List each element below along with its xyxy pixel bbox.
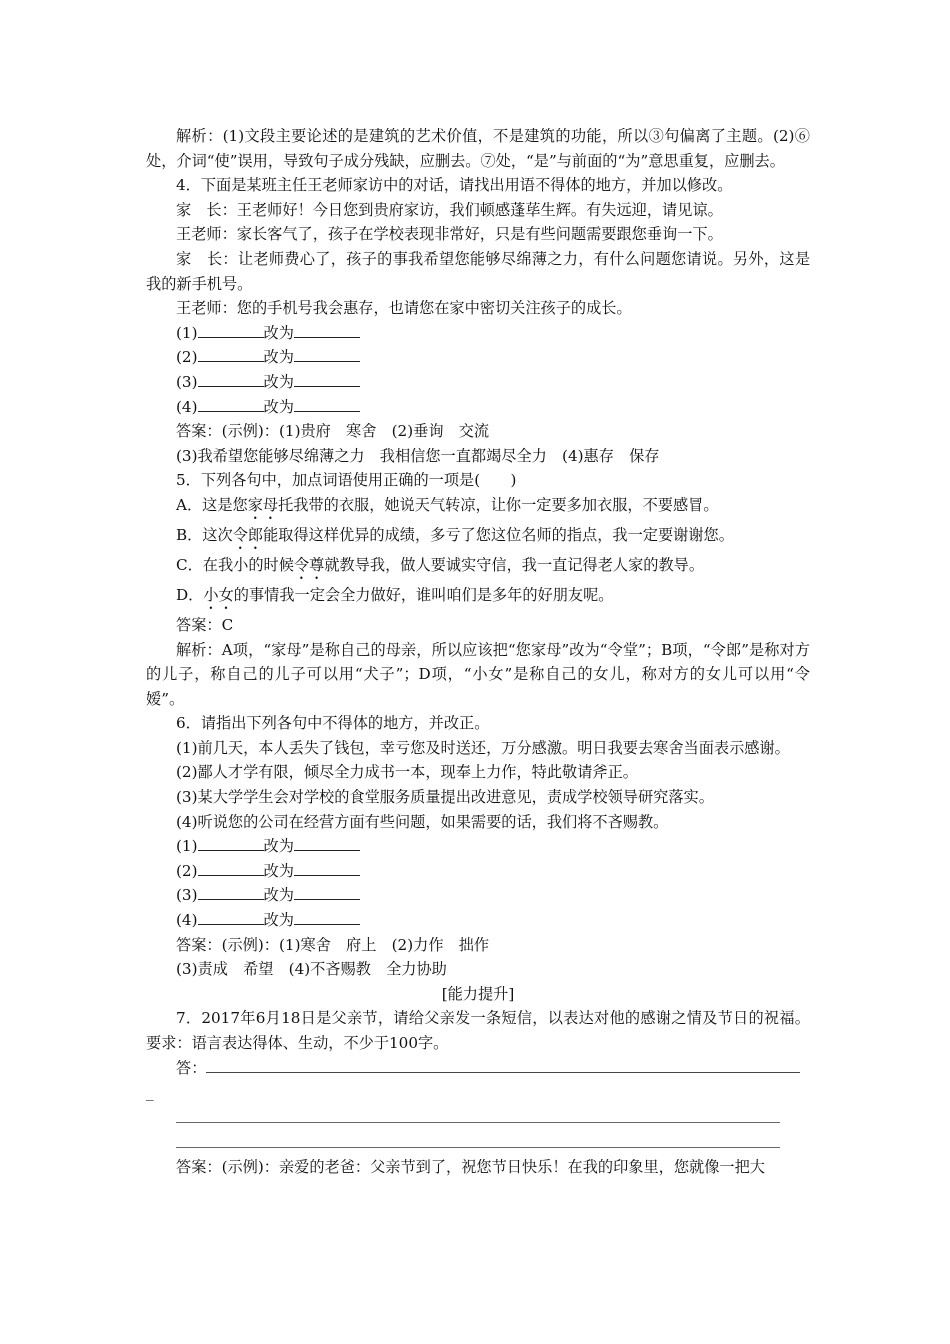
fill-blank[interactable] [198,395,264,412]
change-word: 改为 [263,323,294,342]
section-title: [能力提升] [441,984,515,1003]
q4-dialog-4: 王老师：您的手机号我会惠存，也请您在家中密切关注孩子的成长。 [176,299,632,318]
blank-number: (4) [176,911,198,930]
q4-dialog-1: 家 长：王老师好！今日您到贵府家访，我们顿感蓬荜生辉。有失远迎，请见谅。 [176,200,723,219]
fill-blank[interactable] [198,883,264,900]
blank-number: (3) [176,372,198,391]
q5-analysis: 解析：A项，“家母”是称自己的母亲，所以应该把“您家母”改为“令堂”；B项，“令郎”是称对方的儿子，称自己的儿子可以用“犬子”；D项，“小女”是称自己的女儿，称对方的女儿可以用“令嫒”。 [146,640,810,708]
change-word: 改为 [263,397,294,416]
q4-blank-row [146,370,810,395]
q4-stem: 4．下面是某班主任王老师家访中的对话，请找出用语不得体的地方，并加以修改。 [176,176,733,195]
dotted-word: 小女 [203,585,234,604]
blank-number: (3) [176,886,198,905]
change-word: 改为 [263,837,294,856]
fill-blank[interactable] [198,859,264,876]
fill-blank[interactable] [198,908,264,925]
q4-answer-1: 答案：(示例)：(1)贵府 寒舍 (2)垂询 交流 [176,422,490,441]
blank-number: (2) [176,861,198,880]
q7-stem: 7．2017年6月18日是父亲节，请给父亲发一条短信，以表达对他的感谢之情及节日的祝福。要求：语言表达得体、生动，不少于100字。 [146,1009,810,1052]
fill-blank[interactable] [294,321,360,338]
q6-answer-2: (3)责成 希望 (4)不吝赐教 全力协助 [176,960,447,979]
q6-blank-row [146,834,810,859]
fill-blank[interactable] [198,370,264,387]
q6-item-4: (4)听说您的公司在经营方面有些问题，如果需要的话，我们将不吝赐教。 [176,812,669,831]
fill-blank[interactable] [294,859,360,876]
q5-option-d: D．小女的事情我一定会全力做好，谁叫咱们是多年的好朋友呢。 [176,585,614,604]
line-dash: _ [146,1083,154,1102]
fill-blank[interactable] [294,834,360,851]
q7-answer: 答案：(示例)：亲爱的老爸：父亲节到了，祝您节日快乐！在我的印象里，您就像一把大 [176,1157,765,1176]
blank-number: (1) [176,837,198,856]
q6-answer-1: 答案：(示例)：(1)寒舍 府上 (2)力作 拙作 [176,935,490,954]
q5-option-c: C．在我小的时候令尊就教导我，做人要诚实守信，我一直记得老人家的教导。 [176,555,704,574]
dotted-word: 令郎 [232,525,264,544]
q6-blank-row [146,908,810,933]
answer-label: 答： [176,1058,207,1077]
answer-line[interactable] [206,1056,800,1073]
blank-number: (1) [176,323,198,342]
q6-item-1: (1)前几天，本人丢失了钱包，幸亏您及时送还，万分感激。明日我要去寒舍当面表示感谢。 [176,738,790,757]
change-word: 改为 [263,372,294,391]
fill-blank[interactable] [198,345,264,362]
q4-blank-row [146,321,810,346]
q5-stem: 5．下列各句中，加点词语使用正确的一项是( ) [176,471,517,490]
fill-blank[interactable] [198,321,264,338]
q5-answer: 答案：C [176,615,234,634]
change-word: 改为 [263,861,294,880]
blank-number: (4) [176,397,198,416]
analysis-q3: 解析：(1)文段主要论述的是建筑的艺术价值，不是建筑的功能，所以③句偏离了主题。(2)⑥处，介词“使”误用，导致句子成分残缺，应删去。⑦处，“是”与前面的“为”意思重复，应删去。 [146,127,810,170]
q4-dialog-3: 家 长：让老师费心了，孩子的事我希望您能够尽绵薄之力，有什么问题您请说。另外，这是我的新手机号。 [146,249,810,293]
answer-line[interactable] [176,1105,780,1123]
q4-blank-row [146,345,810,370]
blank-number: (2) [176,348,198,367]
fill-blank[interactable] [294,908,360,925]
q6-item-2: (2)鄙人才学有限，倾尽全力成书一本，现奉上力作，特此敬请斧正。 [176,763,638,782]
fill-blank[interactable] [198,834,264,851]
document-page [146,124,810,1179]
change-word: 改为 [263,348,294,367]
q6-blank-row [146,883,810,908]
change-word: 改为 [263,911,294,930]
q5-option-a: A．这是您家母托我带的衣服，她说天气转凉，让你一定要多加衣服，不要感冒。 [176,495,719,514]
fill-blank[interactable] [294,345,360,362]
q6-item-3: (3)某大学学生会对学校的食堂服务质量提出改进意见，责成学校领导研究落实。 [176,788,714,807]
q4-blank-row [146,395,810,420]
q6-stem: 6．请指出下列各句中不得体的地方，并改正。 [176,714,490,733]
dotted-word: 家母 [247,495,279,514]
q6-blank-row [146,859,810,884]
q5-option-b: B．这次令郎能取得这样优异的成绩，多亏了您这位名师的指点，我一定要谢谢您。 [176,525,734,544]
q4-answer-2: (3)我希望您能够尽绵薄之力 我相信您一直都竭尽全力 (4)惠存 保存 [176,446,660,465]
change-word: 改为 [263,886,294,905]
q7-answer-row [146,1056,810,1081]
q4-dialog-2: 王老师：家长客气了，孩子在学校表现非常好，只是有些问题需要跟您垂询一下。 [176,225,723,244]
fill-blank[interactable] [294,370,360,387]
dotted-word: 令尊 [293,555,325,574]
fill-blank[interactable] [294,883,360,900]
fill-blank[interactable] [294,395,360,412]
answer-line[interactable] [176,1130,780,1148]
